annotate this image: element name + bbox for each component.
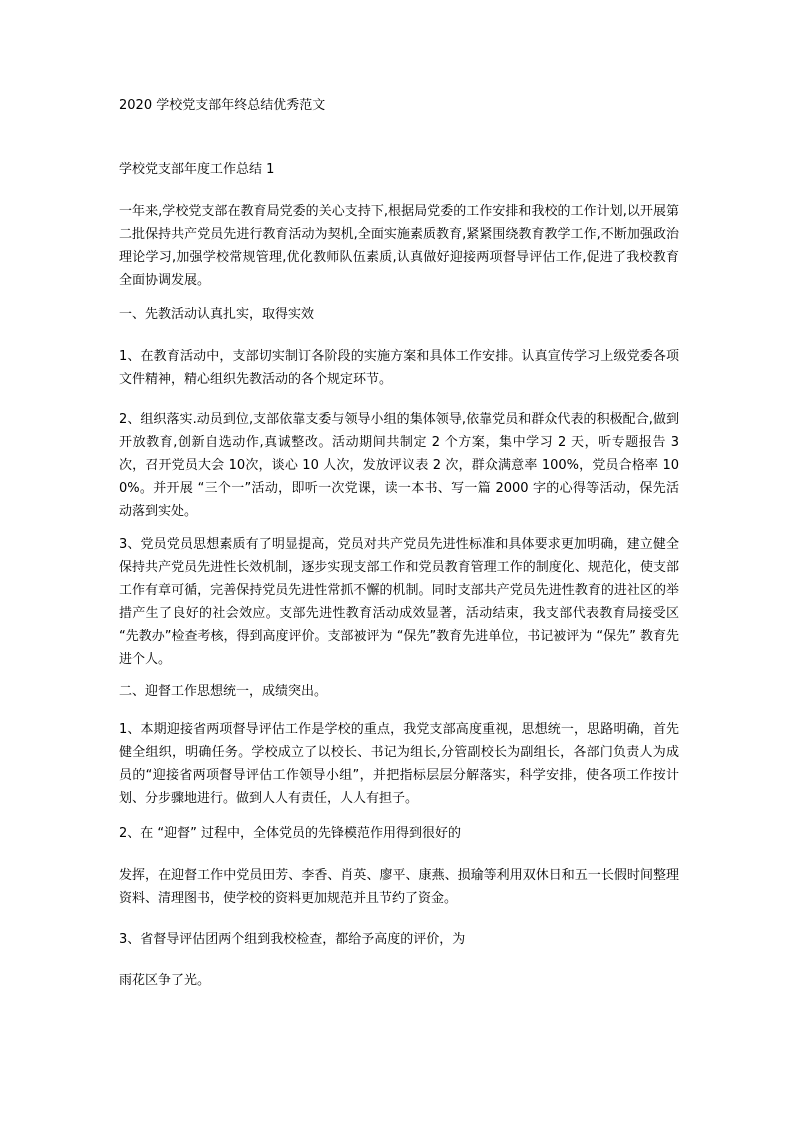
section-heading: 学校党支部年度工作总结 1 [119,162,275,177]
paragraph-1-2: 2、组织落实.动员到位,支部依靠支委与领导小组的集体领导,依靠党员和群众代表的积极配合,做到开放教育,创新自选动作,真诚整改。活动期间共制定 2 个方案，集中学习 2 天，听专题报告 3次，召开党员大会 10次，谈心 10 人次，发放评议表 2 次，群众满意率 100%，党员合格率 100%。并开展 “三个一”活动，即听一次党课，读一本书、写一篇 2000 字的心得等活动，保先活动落到实处。 [119,412,679,519]
paragraph-2-1: 1、本期迎接省两项督导评估工作是学校的重点，我党支部高度重视，思想统一，思路明确，首先健全组织，明确任务。学校成立了以校长、书记为组长,分管副校长为副组长，各部门负责人为成员的“迎接省两项督导评估工作领导小组”，并把指标层层分解落实，科学安排，使各项工作按计划、分步骤地进行。做到人人有责任，人人有担子。 [119,722,679,806]
paragraph-2-2-continued: 发挥，在迎督工作中党员田芳、李香、肖英、廖平、康燕、损瑜等利用双休日和五一长假时间整理资料、清理图书，使学校的资料更加规范并且节约了资金。 [119,868,679,906]
heading-part-two: 二、迎督工作思想统一，成绩突出。 [119,684,328,699]
paragraph-intro: 一年来,学校党支部在教育局党委的关心支持下,根据局党委的工作安排和我校的工作计划,以开展第二批保持共产党员先进行教育活动为契机,全面实施素质教育,紧紧围绕教育教学工作,不断加强政治理论学习,加强学校常规管理,优化教师队伍素质,认真做好迎接两项督导评估工作,促进了我校教育全面协调发展。 [119,204,679,288]
document-title: 2020 学校党支部年终总结优秀范文 [119,98,326,113]
paragraph-1-3: 3、党员党员思想素质有了明显提高，党员对共产党员先进性标准和具体要求更加明确，建立健全保持共产党员先进性长效机制，逐步实现支部工作和党员教育管理工作的制度化、规范化，使支部工作有章可循，完善保持党员先进性常抓不懈的机制。同时支部共产党员先进性教育的进社区的举措产生了良好的社会效应。支部先进性教育活动成效显著，活动结束，我支部代表教育局接受区 “先教办”检查考核，得到高度评价。支部被评为 “保先”教育先进单位，书记被评为 “保先” 教育先进个人。 [119,537,679,667]
heading-part-one: 一、先教活动认真扎实，取得实效 [119,307,315,322]
paragraph-2-3: 3、省督导评估团两个组到我校检查，都给予高度的评价，为 [119,932,466,947]
paragraph-1-1: 1、在教育活动中，支部切实制订各阶段的实施方案和具体工作安排。认真宣传学习上级党委各项文件精神，精心组织先教活动的各个规定环节。 [119,349,679,387]
paragraph-2-2: 2、在 “迎督” 过程中，全体党员的先锋模范作用得到很好的 [119,826,462,841]
paragraph-2-3-continued: 雨花区争了光。 [119,973,211,988]
